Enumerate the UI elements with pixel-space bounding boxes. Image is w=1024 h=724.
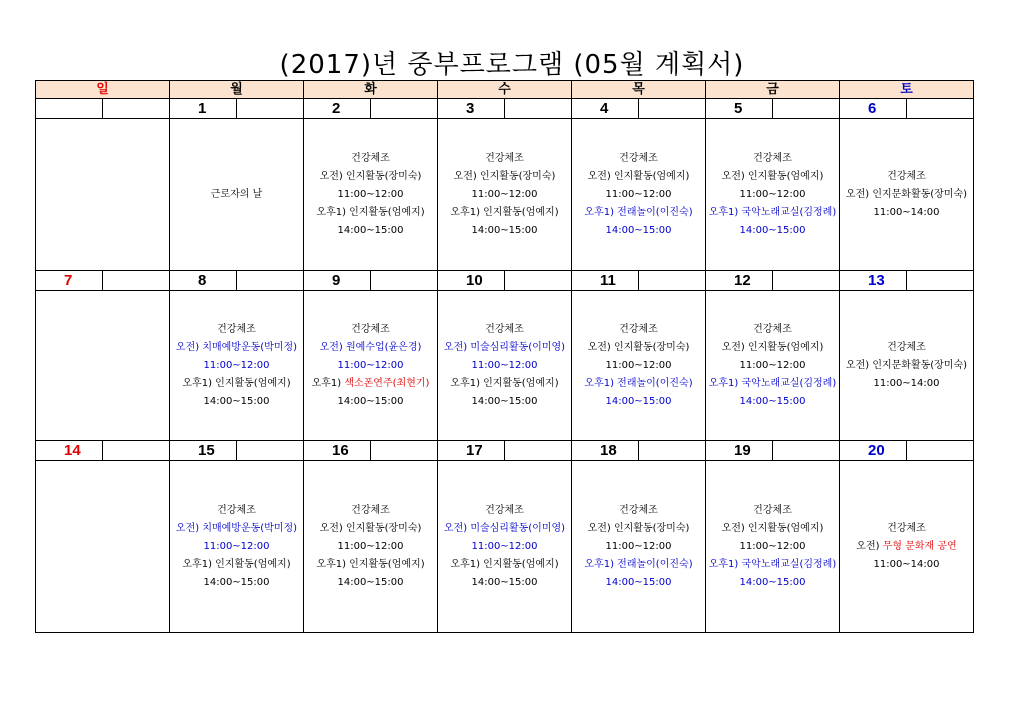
date-spacer — [103, 99, 170, 119]
date-number-thu: 18 — [572, 441, 639, 461]
schedule-line: 14:00~15:00 — [739, 395, 806, 407]
date-spacer — [907, 99, 974, 119]
schedule-line: 오전) 인지문화활동(장미숙) — [845, 188, 968, 200]
day-cell-sun — [36, 291, 170, 441]
schedule-line: 오전) 인지활동(장미숙) — [587, 341, 690, 353]
day-cell-wed — [438, 119, 572, 271]
schedule-line: 11:00~12:00 — [739, 540, 806, 552]
schedule-line: 오전) 인지활동(엄예지) — [721, 341, 824, 353]
schedule-line: 11:00~12:00 — [337, 540, 404, 552]
date-spacer — [237, 99, 304, 119]
date-row — [36, 271, 974, 291]
schedule-line: 14:00~15:00 — [471, 224, 538, 236]
schedule-line: 14:00~15:00 — [471, 576, 538, 588]
schedule-line: 건강체조 — [217, 504, 256, 516]
date-number-tue: 16 — [304, 441, 371, 461]
weekday-header-row — [36, 81, 974, 99]
schedule-line: 14:00~15:00 — [605, 576, 672, 588]
schedule-line: 건강체조 — [619, 504, 658, 516]
date-number-mon: 15 — [170, 441, 237, 461]
schedule-line: 건강체조 — [753, 504, 792, 516]
schedule-line: 11:00~14:00 — [873, 558, 940, 570]
date-number-fri: 19 — [706, 441, 773, 461]
schedule-line: 건강체조 — [485, 152, 524, 164]
schedule-line: 오후1) 인지활동(엄예지) — [316, 206, 425, 218]
schedule-line: 11:00~12:00 — [471, 188, 538, 200]
schedule-line: 오후1) 전래놀이(이진숙) — [584, 558, 693, 570]
schedule-line: 오전) 인지활동(장미숙) — [319, 522, 422, 534]
schedule-line: 건강체조 — [887, 522, 926, 534]
date-spacer — [371, 99, 438, 119]
date-row — [36, 99, 974, 119]
schedule-line: 오전) 인지활동(엄예지) — [721, 522, 824, 534]
calendar-table — [35, 80, 974, 633]
schedule-line: 오전) 인지활동(엄예지) — [721, 170, 824, 182]
day-cell-thu — [572, 461, 706, 633]
schedule-line: 건강체조 — [485, 323, 524, 335]
date-number-thu: 11 — [572, 271, 639, 291]
date-spacer — [639, 271, 706, 291]
date-spacer — [103, 271, 170, 291]
schedule-line — [840, 538, 973, 556]
date-spacer — [907, 441, 974, 461]
date-spacer — [773, 441, 840, 461]
day-cell-tue — [304, 119, 438, 271]
schedule-line: 11:00~12:00 — [605, 188, 672, 200]
schedule-line: 건강체조 — [351, 504, 390, 516]
day-cell-thu — [572, 291, 706, 441]
date-number-wed: 10 — [438, 271, 505, 291]
schedule-line: 오후1) 인지활동(엄예지) — [182, 558, 291, 570]
date-spacer — [907, 271, 974, 291]
day-cell-sat — [840, 291, 974, 441]
date-number-sun — [36, 99, 103, 119]
schedule-line: 건강체조 — [619, 323, 658, 335]
weekday-mon: 월 — [170, 81, 304, 99]
schedule-line-prefix: 오전) — [856, 540, 883, 552]
date-number-fri: 5 — [706, 99, 773, 119]
day-cell-fri — [706, 461, 840, 633]
day-cell-mon — [170, 119, 304, 271]
date-spacer — [505, 271, 572, 291]
schedule-line: 14:00~15:00 — [605, 395, 672, 407]
schedule-line: 오전) 원예수업(윤은경) — [319, 341, 422, 353]
date-spacer — [505, 99, 572, 119]
schedule-line: 11:00~12:00 — [337, 188, 404, 200]
day-cell-mon — [170, 291, 304, 441]
date-number-sat: 13 — [840, 271, 907, 291]
weekday-thu: 목 — [572, 81, 706, 99]
schedule-line: 건강체조 — [217, 323, 256, 335]
schedule-line: 오전) 인지활동(엄예지) — [587, 170, 690, 182]
schedule-line: 11:00~12:00 — [337, 359, 404, 371]
schedule-line: 14:00~15:00 — [337, 576, 404, 588]
date-number-tue: 2 — [304, 99, 371, 119]
date-spacer — [237, 441, 304, 461]
day-cell-sun — [36, 119, 170, 271]
schedule-line: 오전) 치매예방운동(박미정) — [175, 522, 298, 534]
date-spacer — [505, 441, 572, 461]
day-cell-thu — [572, 119, 706, 271]
schedule-line: 11:00~14:00 — [873, 377, 940, 389]
date-number-mon: 1 — [170, 99, 237, 119]
schedule-line: 건강체조 — [351, 152, 390, 164]
schedule-line: 오후1) 인지활동(엄예지) — [450, 377, 559, 389]
schedule-line: 11:00~12:00 — [471, 540, 538, 552]
schedule-line: 오후1) 인지활동(엄예지) — [182, 377, 291, 389]
schedule-line: 근로자의 날 — [210, 188, 263, 200]
weekday-fri: 금 — [706, 81, 840, 99]
schedule-line: 오후1) 국악노래교실(김정례) — [708, 206, 837, 218]
day-cell-tue — [304, 461, 438, 633]
schedule-line: 14:00~15:00 — [739, 576, 806, 588]
date-number-thu: 4 — [572, 99, 639, 119]
weekday-wed: 수 — [438, 81, 572, 99]
date-number-wed: 3 — [438, 99, 505, 119]
schedule-line: 11:00~12:00 — [605, 540, 672, 552]
schedule-line: 오전) 인지활동(장미숙) — [453, 170, 556, 182]
schedule-line: 오전) 치매예방운동(박미정) — [175, 341, 298, 353]
date-spacer — [773, 271, 840, 291]
date-number-sun: 7 — [36, 271, 103, 291]
date-spacer — [237, 271, 304, 291]
schedule-line-highlight: 무형 문화재 공연 — [882, 540, 957, 552]
schedule-line: 오후1) 국악노래교실(김정례) — [708, 558, 837, 570]
schedule-line: 건강체조 — [485, 504, 524, 516]
schedule-line-prefix: 오후1) — [311, 377, 345, 389]
schedule-line: 오전) 인지활동(장미숙) — [319, 170, 422, 182]
date-number-sat: 6 — [840, 99, 907, 119]
schedule-line: 11:00~14:00 — [873, 206, 940, 218]
date-number-sun: 14 — [36, 441, 103, 461]
schedule-line: 11:00~12:00 — [739, 188, 806, 200]
schedule-line: 14:00~15:00 — [739, 224, 806, 236]
schedule-line: 오전) 인지문화활동(장미숙) — [845, 359, 968, 371]
schedule-line-highlight: 색소폰연주(최현기) — [344, 377, 430, 389]
schedule-line: 14:00~15:00 — [337, 224, 404, 236]
schedule-line: 14:00~15:00 — [203, 395, 270, 407]
day-cell-sat — [840, 119, 974, 271]
date-number-tue: 9 — [304, 271, 371, 291]
date-spacer — [773, 99, 840, 119]
schedule-line: 오후1) 인지활동(엄예지) — [450, 558, 559, 570]
schedule-line: 11:00~12:00 — [203, 359, 270, 371]
week-content-row — [36, 119, 974, 271]
date-spacer — [371, 441, 438, 461]
schedule-line: 오후1) 인지활동(엄예지) — [316, 558, 425, 570]
day-cell-sat — [840, 461, 974, 633]
week-content-row — [36, 461, 974, 633]
schedule-line: 오후1) 인지활동(엄예지) — [450, 206, 559, 218]
date-spacer — [639, 441, 706, 461]
date-row — [36, 441, 974, 461]
schedule-line: 오전) 미술심리활동(이미영) — [443, 522, 566, 534]
weekday-sun: 일 — [36, 81, 170, 99]
date-number-wed: 17 — [438, 441, 505, 461]
schedule-line: 오후1) 전래놀이(이진숙) — [584, 206, 693, 218]
schedule-line: 오후1) 전래놀이(이진숙) — [584, 377, 693, 389]
schedule-line: 14:00~15:00 — [471, 395, 538, 407]
date-number-fri: 12 — [706, 271, 773, 291]
day-cell-sun — [36, 461, 170, 633]
schedule-line: 건강체조 — [619, 152, 658, 164]
date-spacer — [103, 441, 170, 461]
schedule-line: 11:00~12:00 — [739, 359, 806, 371]
schedule-line: 14:00~15:00 — [337, 395, 404, 407]
schedule-line — [304, 375, 437, 393]
page-title: (2017)년 중부프로그램 (05월 계획서) — [279, 50, 745, 80]
weekday-sat: 토 — [840, 81, 974, 99]
date-number-sat: 20 — [840, 441, 907, 461]
day-cell-fri — [706, 291, 840, 441]
date-spacer — [371, 271, 438, 291]
date-spacer — [639, 99, 706, 119]
day-cell-fri — [706, 119, 840, 271]
schedule-line: 건강체조 — [887, 170, 926, 182]
day-cell-wed — [438, 291, 572, 441]
calendar-body — [36, 81, 974, 633]
schedule-line: 11:00~12:00 — [203, 540, 270, 552]
schedule-line: 오후1) 국악노래교실(김정례) — [708, 377, 837, 389]
date-number-mon: 8 — [170, 271, 237, 291]
schedule-line: 건강체조 — [887, 341, 926, 353]
schedule-line: 11:00~12:00 — [605, 359, 672, 371]
day-cell-wed — [438, 461, 572, 633]
schedule-line: 14:00~15:00 — [203, 576, 270, 588]
schedule-line: 11:00~12:00 — [471, 359, 538, 371]
schedule-line: 오전) 인지활동(장미숙) — [587, 522, 690, 534]
day-cell-tue — [304, 291, 438, 441]
schedule-line: 건강체조 — [753, 152, 792, 164]
day-cell-mon — [170, 461, 304, 633]
weekday-tue: 화 — [304, 81, 438, 99]
week-content-row — [36, 291, 974, 441]
schedule-line: 건강체조 — [753, 323, 792, 335]
schedule-line: 14:00~15:00 — [605, 224, 672, 236]
schedule-line: 오전) 미술심리활동(이미영) — [443, 341, 566, 353]
schedule-line: 건강체조 — [351, 323, 390, 335]
